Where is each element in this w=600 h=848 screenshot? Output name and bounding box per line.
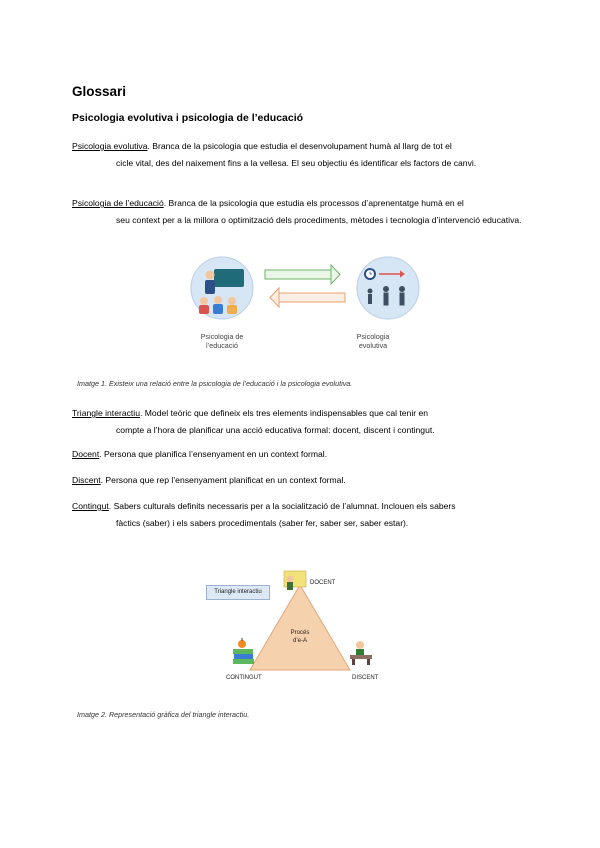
- glossary-entry-discent: [72, 472, 528, 489]
- entry-definition-rest: compte a l’hora de planificar una acció educativa formal: docent, discent i contingut.: [116, 425, 435, 435]
- entry-definition-start: . Model teòric que defineix els tres elements indispensables que cal tenir en: [140, 408, 429, 418]
- entry-definition-start: . Persona que planifica l’ensenyament en un context formal.: [99, 449, 328, 459]
- figure-1-left-label: Psicologia de l’educació: [200, 332, 244, 350]
- glossary-entry-psicologia-evolutiva: [72, 138, 528, 172]
- entry-definition-start: . Persona que rep l’ensenyament planificat en un context formal.: [100, 475, 346, 485]
- glossary-entry-contingut: [72, 498, 528, 532]
- entry-term: Triangle interactiu: [72, 408, 140, 418]
- glossary-entry-docent: [72, 446, 528, 463]
- student-desk-icon: [350, 641, 372, 665]
- human-development-icon: [357, 257, 419, 319]
- figure-2-caption: Imatge 2. Representació gràfica del triangle interactiu.: [77, 710, 250, 719]
- figure-1-right-label: Psicologia evolutiva: [356, 332, 390, 350]
- entry-term: Docent: [72, 449, 100, 459]
- glossary-entry-triangle-interactiu: [72, 405, 528, 439]
- figure-1-diagram: [190, 255, 420, 330]
- entry-definition-rest: cicle vital, des del naixement fins a la vellesa. El seu objectiu és identificar els factors de canvi.: [116, 158, 477, 168]
- triangle-center-line2: d’e-A: [292, 638, 307, 644]
- arrow-left-icon: [270, 288, 345, 307]
- entry-definition-start: . Branca de la psicologia que estudia els processos d’aprenentatge humà en el: [163, 198, 464, 208]
- contingut-label: CONTINGUT: [226, 675, 262, 681]
- entry-definition-start: . Branca de la psicologia que estudia el desenvolupament humà al llarg de tot el: [147, 141, 452, 151]
- teacher-classroom-icon: [191, 257, 253, 319]
- entry-definition-start: . Sabers culturals definits necessaris per a la socialització de l’alumnat. Inclouen els sabers: [108, 501, 456, 511]
- figure-2-diagram: [200, 565, 400, 685]
- entry-definition-rest: fàctics (saber) i els sabers procedimentals (saber fer, saber ser, saber estar).: [116, 518, 409, 528]
- section-subtitle: Psicologia evolutiva i psicologia de l’educació: [72, 112, 304, 124]
- glossary-entry-psicologia-educacio: [72, 195, 528, 229]
- page-title: Glossari: [72, 84, 127, 99]
- entry-term: Psicologia de l’educació: [72, 198, 164, 208]
- figure-1-caption: Imatge 1. Existeix una relació entre la psicologia de l’educació i la psicologia evolutiva.: [77, 379, 353, 388]
- entry-term: Psicologia evolutiva: [72, 141, 148, 151]
- entry-definition-rest: seu context per a la millora o optimització dels procediments, mètodes i tecnologia d’intervenció educativa.: [116, 215, 522, 225]
- discent-label: DISCENT: [352, 675, 379, 681]
- arrow-right-icon: [265, 265, 340, 284]
- entry-term: Contingut: [72, 501, 109, 511]
- triangle-title-box: Triangle interactiu: [206, 585, 270, 600]
- docent-label: DOCENT: [310, 580, 336, 586]
- entry-term: Discent: [72, 475, 101, 485]
- triangle-center-line1: Procés: [290, 630, 310, 636]
- books-apple-icon: [233, 638, 254, 664]
- docent-icon: [284, 571, 306, 590]
